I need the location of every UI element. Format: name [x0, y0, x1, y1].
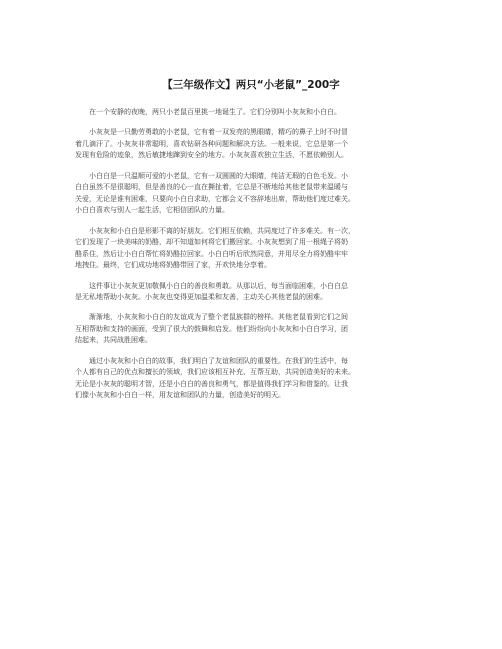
paragraph-line: 个人都有自己的优点和擅长的领域，我们应该相互补充、互帮互助，共同创造美好的未来。	[75, 368, 355, 377]
paragraph	[75, 171, 431, 217]
paragraph-line: 地拽住。最终，它们成功地将奶酪带回了家，开欢快地分享着。	[75, 261, 271, 270]
paragraph-line: 们像小灰灰和小白白一样，用友谊和团队的力量，创造美好的明天。	[75, 391, 285, 400]
paragraph-line: 无论是小灰灰的聪明才智，还是小白白的善良和勇气，都是值得我们学习和借鉴的。让我	[75, 379, 348, 388]
document-title: 【三年级作文】两只“小老鼠”_200字	[162, 79, 340, 91]
document-body	[75, 107, 431, 411]
paragraph-line: 这件事让小灰灰更加敬佩小白白的善良和勇敢。从那以后，每当面临困难，小白白总	[89, 281, 348, 290]
paragraph	[75, 312, 431, 347]
paragraph	[75, 281, 431, 304]
paragraph-line: 小白白喜欢与别人一起生活，它相信团队的力量。	[75, 206, 229, 215]
paragraph-line: 关爱，无论是谁有困难，只要向小白白求助，它都会义不容辞地出席，帮助他们度过难关。	[75, 194, 355, 203]
paragraph-line: 在一个安静的夜晚，两只小老鼠百里挑一地诞生了。它们分别叫小灰灰和小白白。	[89, 108, 341, 116]
paragraph-line: 通过小灰灰和小白白的故事，我们明白了友谊和团队的重要性。在我们的生活中，每	[89, 356, 348, 365]
paragraph-line: 互相帮助和支持的画面，受到了很大的鼓舞和启发。他们纷纷向小灰灰和小白白学习，团	[75, 324, 348, 333]
paragraph-line: 白白虽然不是很聪明，但是善良的心一直在撕扯着，它总是不断地给其他老鼠带来温暖与	[75, 183, 348, 192]
paragraph-line: 小灰灰是一只勤劳勇敢的小老鼠，它有着一双发亮的黑眼睛，精巧的鼻子上时不时冒	[89, 128, 348, 137]
paragraph-line: 酪系住，然后让小白白帮忙将奶酪拉回家。小白白听后欣然同意，并用尽全力将奶酪牢牢	[75, 249, 348, 258]
paragraph	[75, 226, 431, 272]
paragraph-line: 它们发现了一块美味的奶酪，却不知道如何将它们搬回家。小灰灰想到了用一根绳子将奶	[75, 238, 348, 247]
paragraph-line: 着几滴汗了。小灰灰非常聪明，喜欢钻研各种问题和解决方法。一般来说，它总是第一个	[75, 139, 348, 148]
paragraph-line: 渐渐地，小灰灰和小白白的友谊成为了整个老鼠族群的榜样。其他老鼠看到它们之间	[89, 313, 348, 322]
paragraph	[75, 127, 431, 162]
paragraph	[75, 107, 431, 119]
paragraph-line: 小白白是一只温顺可爱的小老鼠，它有一双圆圆的大眼睛，纯洁无瑕的白色毛发。小	[89, 171, 348, 180]
paragraph-line: 发现有危险的迹象，然后敏捷地蹿到安全的地方。小灰灰喜欢独立生活，不愿依赖别人。	[75, 151, 348, 160]
paragraph-line: 是无私地帮助小灰灰。小灰灰也变得更加温柔和友善，主动关心其他老鼠的困难。	[75, 293, 327, 302]
paragraph	[75, 356, 431, 402]
paragraph-line: 结起来，共同战胜困难。	[75, 336, 152, 345]
paragraph-line: 小灰灰和小白白是形影不离的好朋友。它们相互依赖，共同度过了许多难关。有一次，	[89, 226, 355, 235]
